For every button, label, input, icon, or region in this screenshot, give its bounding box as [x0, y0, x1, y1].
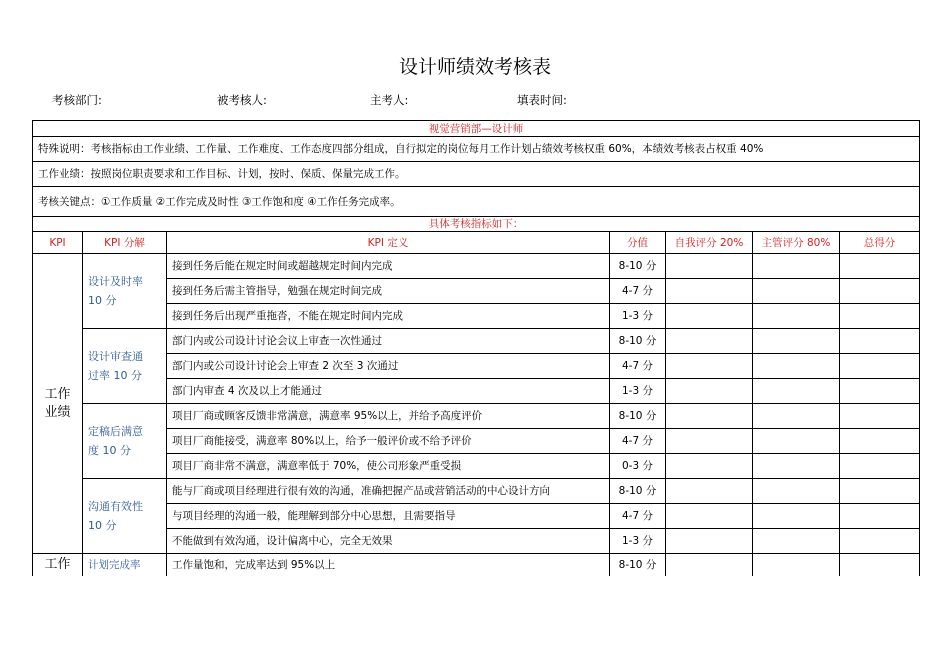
manager-score-cell[interactable]	[753, 479, 840, 504]
score-range: 1-3 分	[610, 529, 666, 554]
kpi-definition: 项目厂商非常不满意，满意率低于 70%，使公司形象严重受损	[167, 454, 610, 479]
total-score-cell[interactable]	[840, 279, 920, 304]
kpi-definition: 接到任务后出现严重拖沓，不能在规定时间内完成	[167, 304, 610, 329]
category-workload: 工作	[33, 554, 83, 576]
header-manager-score: 主管评分 80%	[753, 232, 840, 254]
total-score-cell[interactable]	[840, 379, 920, 404]
kpi-definition: 接到任务后能在规定时间或超越规定时间内完成	[167, 254, 610, 279]
self-score-cell[interactable]	[666, 504, 753, 529]
table-row	[33, 429, 920, 454]
table-row	[33, 404, 920, 429]
kpi-definition: 部门内审查 4 次及以上才能通过	[167, 379, 610, 404]
manager-score-cell[interactable]	[753, 354, 840, 379]
table-row	[33, 304, 920, 329]
total-score-cell[interactable]	[840, 479, 920, 504]
manager-score-cell[interactable]	[753, 554, 840, 576]
score-range: 1-3 分	[610, 379, 666, 404]
manager-score-cell[interactable]	[753, 254, 840, 279]
kpi-name-plan-completion: 计划完成率	[83, 554, 167, 576]
table-row	[33, 329, 920, 354]
header-total: 总得分	[840, 232, 920, 254]
page-title: 设计师绩效考核表	[398, 56, 551, 78]
total-score-cell[interactable]	[840, 354, 920, 379]
work-performance-note: 工作业绩：按照岗位职责要求和工作目标、计划，按时、保质、保量完成工作。	[33, 162, 920, 187]
header-self-score: 自我评分 20%	[666, 232, 753, 254]
self-score-cell[interactable]	[666, 429, 753, 454]
date-label: 填表时间:	[517, 93, 567, 107]
kpi-definition: 接到任务后需主管指导，勉强在规定时间完成	[167, 279, 610, 304]
score-range: 4-7 分	[610, 429, 666, 454]
kpi-name-communication: 沟通有效性 10 分	[83, 479, 167, 554]
total-score-cell[interactable]	[840, 404, 920, 429]
total-score-cell[interactable]	[840, 329, 920, 354]
self-score-cell[interactable]	[666, 304, 753, 329]
table-row	[33, 504, 920, 529]
kpi-definition: 项目厂商能接受，满意率 80%以上，给予一般评价或不给予评价	[167, 429, 610, 454]
score-range: 4-7 分	[610, 354, 666, 379]
kpi-definition: 能与厂商或项目经理进行很有效的沟通，准确把握产品或营销活动的中心设计方向	[167, 479, 610, 504]
table-row	[33, 529, 920, 554]
table-row	[33, 279, 920, 304]
self-score-cell[interactable]	[666, 379, 753, 404]
score-range: 8-10 分	[610, 479, 666, 504]
manager-score-cell[interactable]	[753, 429, 840, 454]
total-score-cell[interactable]	[840, 554, 920, 576]
score-range: 8-10 分	[610, 329, 666, 354]
score-range: 4-7 分	[610, 279, 666, 304]
self-score-cell[interactable]	[666, 479, 753, 504]
table-row	[33, 254, 920, 279]
score-range: 0-3 分	[610, 454, 666, 479]
table-row	[33, 479, 920, 504]
self-score-cell[interactable]	[666, 329, 753, 354]
self-score-cell[interactable]	[666, 279, 753, 304]
dept-label: 考核部门:	[52, 93, 102, 107]
manager-score-cell[interactable]	[753, 304, 840, 329]
self-score-cell[interactable]	[666, 354, 753, 379]
manager-score-cell[interactable]	[753, 404, 840, 429]
assessee-label: 被考核人:	[217, 93, 267, 107]
manager-score-cell[interactable]	[753, 279, 840, 304]
score-range: 8-10 分	[610, 404, 666, 429]
manager-score-cell[interactable]	[753, 504, 840, 529]
header-kpi: KPI	[33, 232, 83, 254]
self-score-cell[interactable]	[666, 529, 753, 554]
header-score: 分值	[610, 232, 666, 254]
kpi-definition: 部门内或公司设计讨论会议上审查一次性通过	[167, 329, 610, 354]
kpi-name-review-pass-rate: 设计审查通 过率 10 分	[83, 329, 167, 404]
manager-score-cell[interactable]	[753, 529, 840, 554]
self-score-cell[interactable]	[666, 254, 753, 279]
kpi-definition: 工作量饱和，完成率达到 95%以上	[167, 554, 610, 576]
table-row	[33, 454, 920, 479]
kpi-definition: 不能做到有效沟通，设计偏离中心，完全无效果	[167, 529, 610, 554]
category-work-performance: 工作 业绩	[33, 254, 83, 554]
special-note: 特殊说明：考核指标由工作业绩、工作量、工作难度、工作态度四部分组成，自行拟定的岗位每月工作计划占绩效考核权重 60%，本绩效考核表占权重 40%	[33, 137, 920, 162]
table-row	[33, 379, 920, 404]
total-score-cell[interactable]	[840, 504, 920, 529]
department-row: 视觉营销部—设计师	[33, 121, 920, 137]
self-score-cell[interactable]	[666, 554, 753, 576]
header-kpi-breakdown: KPI 分解	[83, 232, 167, 254]
self-score-cell[interactable]	[666, 454, 753, 479]
score-range: 8-10 分	[610, 254, 666, 279]
manager-score-cell[interactable]	[753, 454, 840, 479]
score-range: 4-7 分	[610, 504, 666, 529]
kpi-table	[32, 120, 920, 576]
key-points-note: 考核关键点：①工作质量 ②工作完成及时性 ③工作饱和度 ④工作任务完成率。	[33, 187, 920, 217]
total-score-cell[interactable]	[840, 304, 920, 329]
table-row	[33, 554, 920, 576]
kpi-name-design-timeliness: 设计及时率 10 分	[83, 254, 167, 329]
manager-score-cell[interactable]	[753, 329, 840, 354]
score-range: 8-10 分	[610, 554, 666, 576]
total-score-cell[interactable]	[840, 529, 920, 554]
kpi-definition: 部门内或公司设计讨论会上审查 2 次至 3 次通过	[167, 354, 610, 379]
total-score-cell[interactable]	[840, 454, 920, 479]
total-score-cell[interactable]	[840, 254, 920, 279]
indicator-subtitle: 具体考核指标如下：	[33, 217, 920, 232]
kpi-definition: 与项目经理的沟通一般，能理解到部分中心思想，且需要指导	[167, 504, 610, 529]
self-score-cell[interactable]	[666, 404, 753, 429]
kpi-name-satisfaction: 定稿后满意 度 10 分	[83, 404, 167, 479]
kpi-definition: 项目厂商或顾客反馈非常满意，满意率 95%以上，并给予高度评价	[167, 404, 610, 429]
score-range: 1-3 分	[610, 304, 666, 329]
table-row	[33, 354, 920, 379]
header-kpi-definition: KPI 定义	[167, 232, 610, 254]
total-score-cell[interactable]	[840, 429, 920, 454]
supervisor-label: 主考人:	[370, 93, 409, 107]
manager-score-cell[interactable]	[753, 379, 840, 404]
